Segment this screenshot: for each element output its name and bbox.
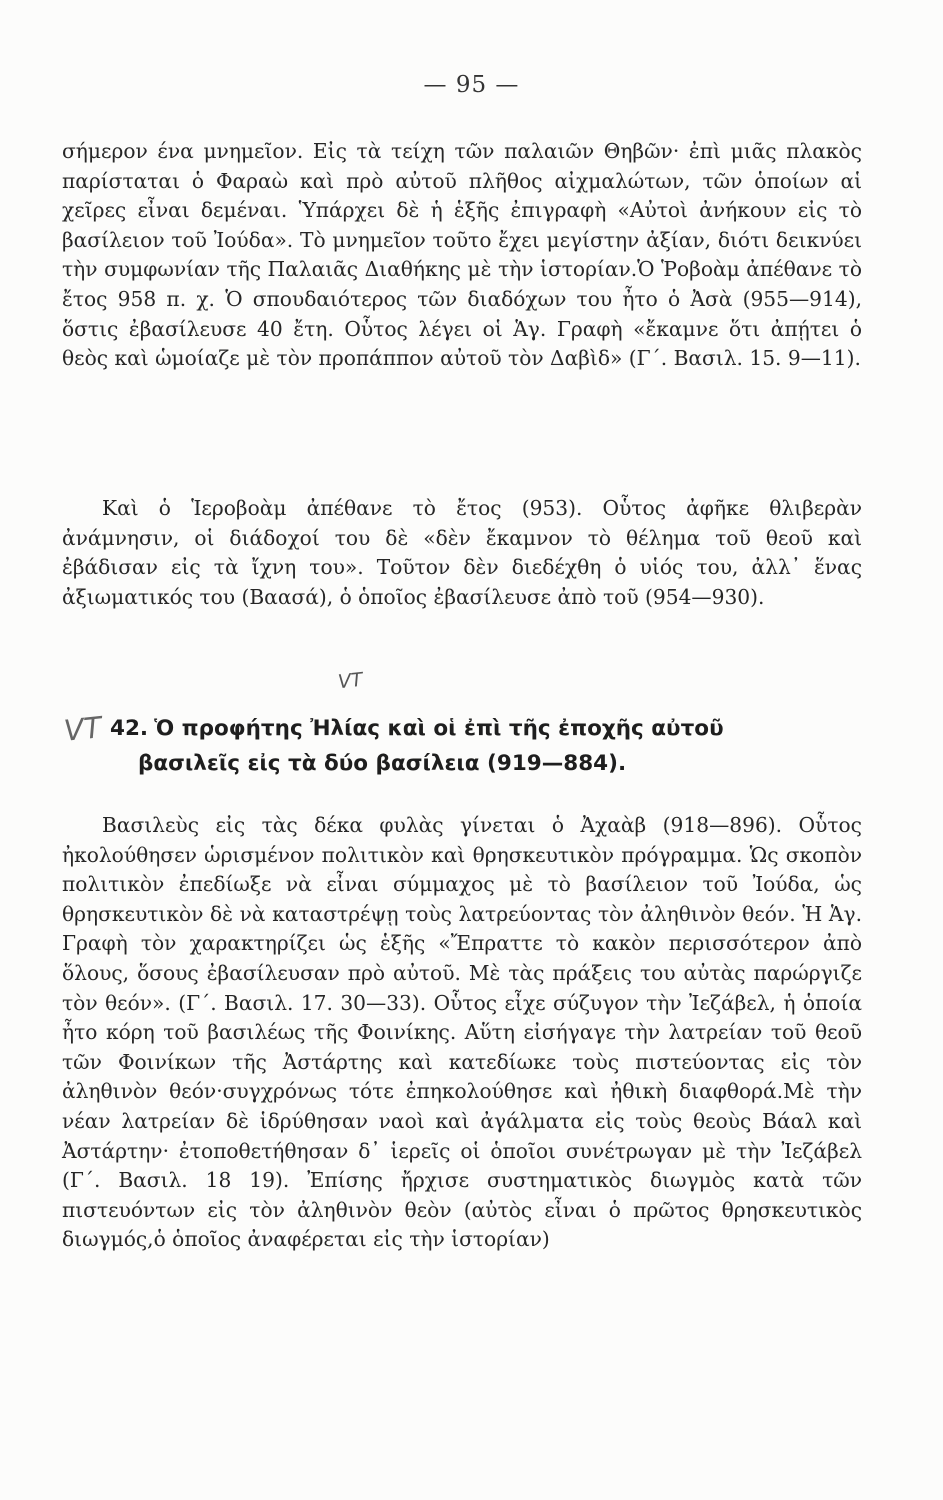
section-heading [110,711,830,781]
paragraph-2 [62,494,862,612]
handwritten-margin-mark: VT [62,710,104,748]
section-number: 42. [110,716,149,741]
section-body [62,811,862,1255]
paragraph-text: σήμερον ένα μνημεῖον. Εἰς τὰ τείχη τῶν παλαιῶν Θηβῶν· ἐπὶ μιᾶς πλακὸς παρίσταται ὁ Φαραὼ καὶ πρὸ αὐτοῦ πλῆθος αἰχμαλώτων, τῶν ὁποίων αἱ χεῖρες εἶναι δεμέναι. Ὑπάρχει δὲ ἡ ἑξῆς ἐπιγραφὴ «Αὐτοὶ ἀνήκουν εἰς τὸ βασίλειον τοῦ Ἰούδα». Τὸ μνημεῖον τοῦτο ἔχει μεγίστην ἀξίαν, διότι δεικνύει τὴν συμφωνίαν τῆς Παλαιᾶς Διαθήκης μὲ τὴν ἱστορίαν.Ὁ Ῥοβοὰμ ἀπέθανε τὸ ἔτος 958 π. χ. Ὁ σπουδαιότερος τῶν διαδόχων του ἦτο ὁ Ἀσὰ (955—914), ὅστις ἐβασίλευσε 40 ἔτη. Οὗτος λέγει οἱ Ἁγ. Γραφὴ «ἔκαμνε ὅτι ἀπῄτει ὁ θεὸς καὶ ὡμοίαζε μὲ τὸν προπάππον αὐτοῦ τὸν Δαβὶδ» (Γ΄. Βασιλ. 15. 9—11). [62,139,862,371]
section-title-line1: Ὁ προφήτης Ἠλίας καὶ οἱ ἐπὶ τῆς ἐποχῆς αὐτοῦ [154,716,724,741]
paragraph-text: Καὶ ὁ Ἱεροβοὰμ ἀπέθανε τὸ ἔτος (953). Οὗτος ἀφῆκε θλιβερὰν ἀνάμνησιν, οἱ διάδοχοί του δὲ «δὲν ἔκαμνον τὸ θέλημα τοῦ θεοῦ καὶ ἐβάδισαν εἰς τὰ ἴχνη του». Τοῦτον δὲν διεδέχθη ὁ υἱός του, ἀλλ᾽ ἕνας ἀξιωματικός του (Βαασά), ὁ ὁποῖος ἐβασίλευσε ἀπὸ τοῦ (954—930). [62,496,862,609]
paragraph-1 [62,137,862,374]
handwritten-margin-mark: VT [336,668,364,694]
paragraph-text: Βασιλεὺς εἰς τὰς δέκα φυλὰς γίνεται ὁ Ἀχαὰβ (918—896). Οὗτος ἠκολούθησεν ὡρισμένον πολιτικὸν καὶ θρησκευτικὸν πρόγραμμα. Ὡς σκοπὸν πολιτικὸν ἐπεδίωξε νὰ εἶναι σύμμαχος μὲ τὸ βασίλειον τοῦ Ἰούδα, ὡς θρησκευτικὸν δὲ νὰ καταστρέψῃ τοὺς λατρεύοντας τὸν ἀληθινὸν θεόν. Ἡ Ἁγ. Γραφὴ τὸν χαρακτηρίζει ὡς ἑξῆς «Ἔπραττε τὸ κακὸν περισσότερον ἀπὸ ὅλους, ὅσους ἐβασίλευσαν πρὸ αὐτοῦ. Μὲ τὰς πράξεις του αὐτὰς παρώργιζε τὸν θεόν». (Γ΄. Βασιλ. 17. 30—33). Οὗτος εἶχε σύζυγον τὴν Ἰεζάβελ, ἡ ὁποία ἦτο κόρη τοῦ βασιλέως τῆς Φοινίκης. Αὕτη εἰσήγαγε τὴν λατρείαν τοῦ θεοῦ τῶν Φοινίκων τῆς Ἀστάρτης καὶ κατεδίωκε τοὺς πιστεύοντας εἰς τὸν ἀληθινὸν θεόν·συγχρόνως τότε ἐπηκολούθησε καὶ ἠθικὴ διαφθορά.Μὲ τὴν νέαν λατρείαν δὲ ἱδρύθησαν ναοὶ καὶ ἀγάλματα εἰς τοὺς θεοὺς Βάαλ καὶ Ἀστάρτην· ἐτοποθετήθησαν δ᾽ ἱερεῖς οἱ ὁποῖοι συνέτρωγαν μὲ τὴν Ἰεζάβελ (Γ΄. Βασιλ. 18 19). Ἐπίσης ἤρχισε συστηματικὸς διωγμὸς κατὰ τῶν πιστευόντων εἰς τὸν ἀληθινὸν θεὸν (αὐτὸς εἶναι ὁ πρῶτος θρησκευτικὸς διωγμός,ὁ ὁποῖος ἀναφέρεται εἰς τὴν ἱστορίαν) [62,813,862,1252]
section-title-line2: βασιλεῖς εἰς τὰ δύο βασίλεια (919—884). [138,751,627,776]
page-number: — 95 — [423,72,520,98]
